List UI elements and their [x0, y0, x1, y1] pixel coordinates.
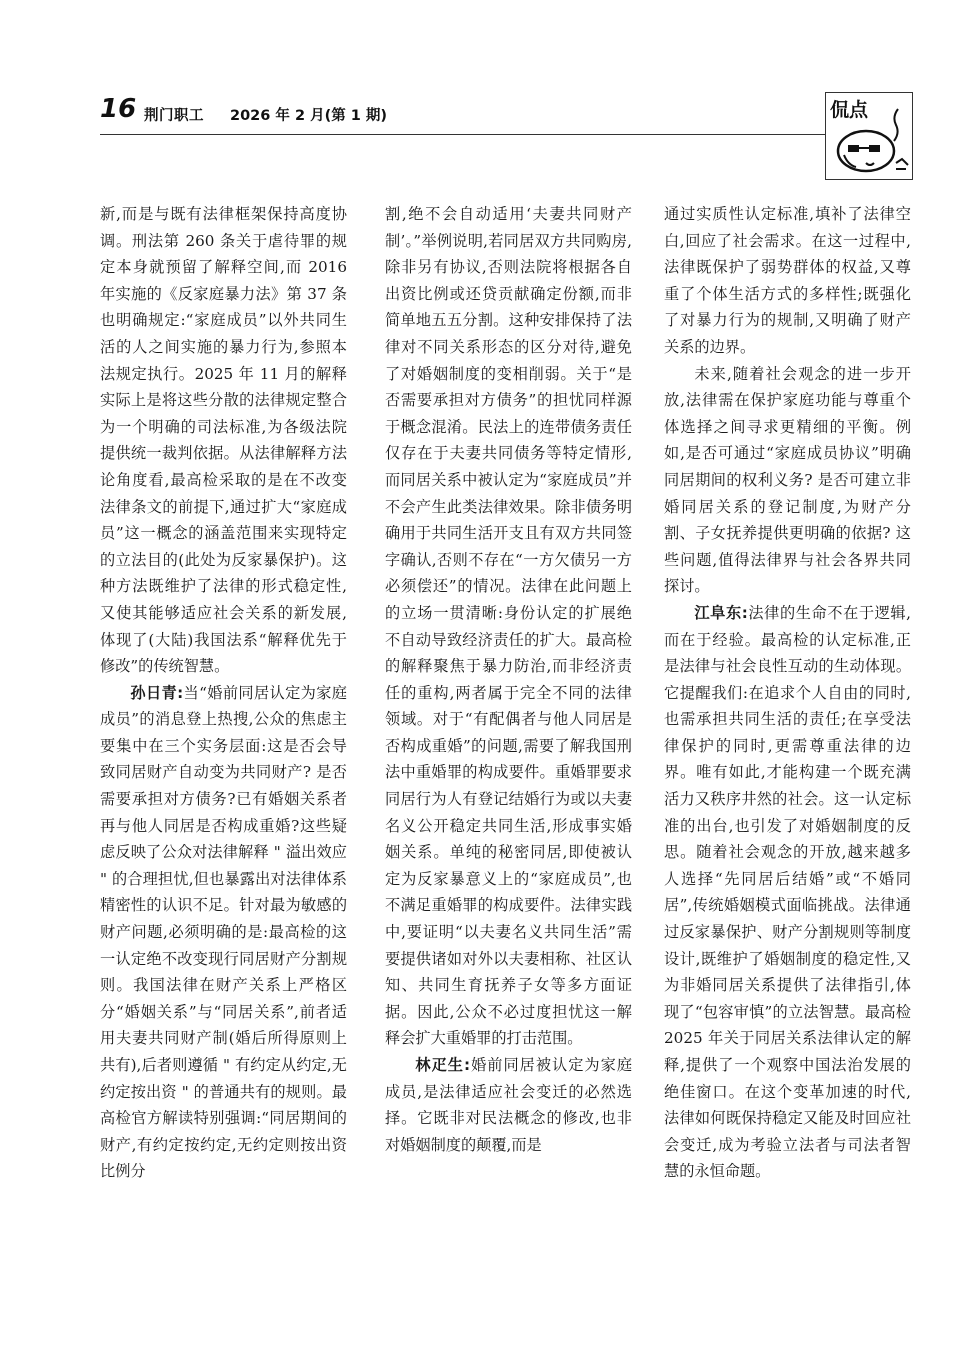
journal-title: 荆门职工 — [144, 108, 204, 124]
speaker-name: 江阜东: — [694, 603, 748, 622]
speaker-name: 孙日青: — [130, 683, 184, 702]
article-column-2 — [385, 201, 632, 1158]
issue-date: 2026 年 2 月(第 1 期) — [230, 108, 388, 124]
paragraph: 通过实质性认定标准,填补了法律空白,回应了社会需求。在这一过程中,法律既保护了弱势群体的权益,又尊重了个体生活方式的多样性;既强化了对暴力行为的规制,又明确了财产关系的边界。 — [664, 205, 911, 356]
paragraph-text: 当“婚前同居认定为家庭成员”的消息登上热搜,公众的焦虑主要集中在三个实务层面:这是否会导致同居财产自动变为共同财产? 是否需要承担对方债务?已有婚姻关系者再与他人同居是否构成重婚?这些疑虑反映了公众对法律解释 " 溢出效应 " 的合理担忧,但也暴露出对法律体系精密性的认识不足。针对最为敏感的财产问题,必须明确的是:最高检的这一认定绝不改变现行同居财产分割规则。我国法律在财产关系上严格区分“婚姻关系”与“同居关系”,前者适用夫妻共同财产制(婚后所得原则上共有),后者则遵循 " 有约定从约定,无约定按出资 " 的普通共有的规则。最高检官方解读特别强调:“同居期间的财产,有约定按约定,无约定则按出资比例分 — [100, 683, 347, 1181]
paragraph-text: 婚前同居被认定为家庭成员,是法律适应社会变迁的必然选择。它既非对民法概念的修改,也非对婚姻制度的颠覆,而是 — [385, 1056, 633, 1154]
article-column-3 — [664, 201, 911, 1185]
page-number: 16 — [100, 94, 137, 124]
paragraph — [100, 680, 347, 1185]
column-logo — [825, 92, 913, 180]
paragraph: 新,而是与既有法律框架保持高度协调。刑法第 260 条关于虐待罪的规定本身就预留了解释空间,而 2016 年实施的《反家庭暴力法》第 37 条也明确规定:“家庭成员”以外共同生活的人之间实施的暴力行为,参照本法规定执行。2025 年 11 月的解释实际上是将这些分散的法律规定整合为一个明确的司法标准,为各级法院提供统一裁判依据。从法律解释方法论角度看,最高检采取的是在不改变法律条文的前提下,通过扩大“家庭成员”这一概念的涵盖范围来实现特定的立法目的(此处为反家暴保护)。这种方法既维护了法律的形式稳定性,又使其能够适应社会关系的新发展,体现了(大陆)我国法系“解释优先于修改”的传统智慧。 — [100, 205, 347, 676]
paragraph — [664, 600, 911, 1185]
column-logo-label: 侃点 — [830, 99, 869, 121]
article-column-1 — [100, 201, 347, 1185]
page-header — [100, 92, 840, 134]
header-rule — [100, 134, 825, 135]
paragraph-text: 法律的生命不在于逻辑,而在于经验。最高检的认定标准,正是法律与社会良性互动的生动体现。它提醒我们:在追求个人自由的同时,也需承担共同生活的责任;在享受法律保护的同时,更需尊重法律的边界。唯有如此,才能构建一个既充满活力又秩序井然的社会。这一认定标准的出台,也引发了对婚姻制度的反思。随着社会观念的开放,越来越多人选择“先同居后结婚”或“不婚同居”,传统婚姻模式面临挑战。法律通过反家暴保护、财产分割规则等制度设计,既维护了婚姻制度的稳定性,又为非婚同居关系提供了法律指引,体现了“包容审慎”的立法智慧。最高检 2025 年关于同居关系法律认定的解释,提供了一个观察中国法治发展的绝佳窗口。在这个变革加速的时代,法律如何既保持稳定又能及时回应社会变迁,成为考验立法者与司法者智慧的永恒命题。 — [664, 603, 912, 1181]
paragraph: 割,绝不会自动适用‘夫妻共同财产制’。”举例说明,若同居双方共同购房,除非另有协议,否则法院将根据各自出资比例或还贷贡献确定份额,而非简单地五五分割。这种安排保持了法律对不同关系形态的区分对待,避免了对婚姻制度的变相削弱。关于“是否需要承担对方债务”的担忧同样源于概念混淆。民法上的连带债务责任仅存在于夫妻共同债务等特定情形,而同居关系中被认定为“家庭成员”并不会产生此类法律效果。除非债务明确用于共同生活开支且有双方共同签字确认,否则不存在“一方欠债另一方必须偿还”的情况。法律在此问题上的立场一贯清晰:身份认定的扩展绝不自动导致经济责任的扩大。最高检的解释聚焦于暴力防治,而非经济责任的重构,两者属于完全不同的法律领域。对于“有配偶者与他人同居是否构成重婚”的问题,需要了解我国刑法中重婚罪的构成要件。重婚罪要求同居行为人有登记结婚行为或以夫妻名义公开稳定共同生活,形成事实婚姻关系。单纯的秘密同居,即使被认定为反家暴意义上的“家庭成员”,也不满足重婚罪的构成要件。法律实践中,要证明“以夫妻名义共同生活”需要提供诸如对外以夫妻相称、社区认知、共同生育抚养子女等多方面证据。因此,公众不必过度担忧这一解释会扩大重婚罪的打击范围。 — [385, 205, 632, 1048]
paragraph: 未来,随着社会观念的进一步开放,法律需在保护家庭功能与尊重个体选择之间寻求更精细的平衡。例如,是否可通过“家庭成员协议”明确同居期间的权利义务? 是否可建立非婚同居关系的登记制度,为财产分割、子女抚养提供更明确的依据? 这些问题,值得法律界与社会各界共同探讨。 — [664, 364, 911, 596]
speaker-name: 林疋生: — [415, 1056, 471, 1074]
paragraph — [385, 1052, 632, 1158]
